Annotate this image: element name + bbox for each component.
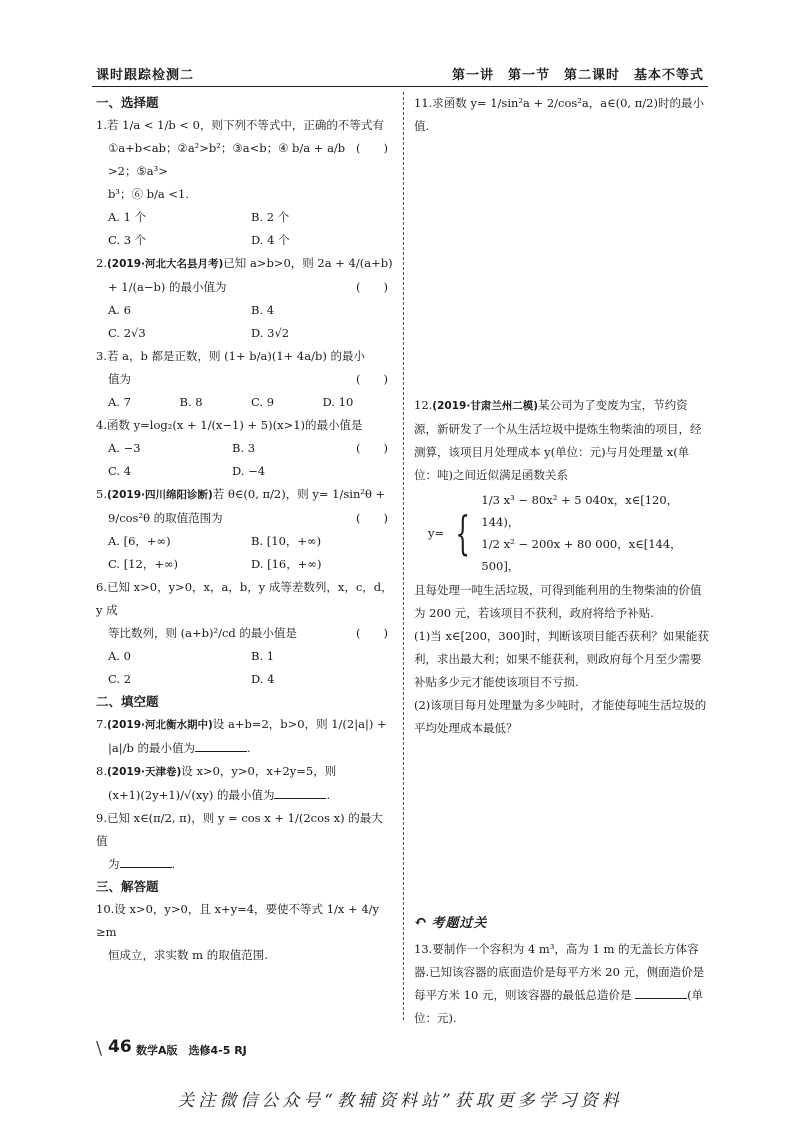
- q8-line2: (x+1)(2y+1)/√(xy) 的最小值为: [108, 788, 275, 802]
- q12-case-2: 1/2 x² − 200x + 80 000，x∈[144，500]，: [481, 537, 682, 573]
- q10-stem: 10.设 x>0，y>0，且 x+y=4，要使不等式 1/x + 4/y ≥m: [96, 902, 380, 939]
- question-7: 7.(2019·河北衡水期中)设 a+b=2，b>0，则 1/(2|a|) + |a|/b 的最小值为 .: [96, 717, 387, 755]
- question-1: [96, 114, 394, 252]
- q3-option-a: A. 7: [108, 395, 131, 409]
- q12-part-2: (2)该项目每月处理量为多少吨时，才能使每吨生活垃圾的平均处理成本最低？: [414, 698, 707, 735]
- page-number: 46: [108, 1037, 132, 1057]
- q10-line2: 恒成立，求实数 m 的取值范围.: [108, 948, 268, 962]
- q4-option-c: C. 4: [108, 464, 132, 478]
- question-13: [414, 938, 710, 1030]
- q12-case-1: 1/3 x³ − 80x² + 5 040x，x∈[120，144)，: [481, 493, 679, 529]
- q11-stem: 11.求函数 y= 1/sin²a + 2/cos²a，a∈(0, π/2)时的最小值.: [414, 96, 704, 133]
- q2-option-c: C. 2√3: [108, 326, 146, 340]
- q1-option-a: A. 1 个: [108, 210, 147, 224]
- q9-stem: 9.已知 x∈(π/2, π)，则 y = cos x + 1/(2cos x) 的最大值: [96, 811, 383, 848]
- q13-tail: (单位：元).: [414, 988, 704, 1025]
- exam-pass-title: 考题过关: [431, 916, 488, 931]
- q12-part-1: (1)当 x∈[200，300]时，判断该项目能否获利？如果能获利，求出最大利；如果不能获利，则政府每个月至少需要补贴多少元才能使该项目不亏损.: [414, 629, 709, 689]
- q2-source: (2019·河北大名县月考): [106, 258, 224, 270]
- q6-option-c: C. 2: [108, 672, 132, 686]
- q12-piecewise-function: [414, 489, 710, 577]
- q1-line3: b³；⑥ b/a <1.: [108, 187, 189, 201]
- question-4: [96, 414, 394, 483]
- q5-options: [96, 530, 394, 576]
- q8-source: (2019·天津卷): [106, 766, 182, 778]
- q5-answer-paren: ( ): [356, 511, 388, 525]
- question-9: 9.已知 x∈(π/2, π)，则 y = cos x + 1/(2cos x) 的最大值 为 .: [96, 807, 394, 876]
- q12-source: (2019·甘肃兰州二模): [432, 400, 539, 412]
- q7-source: (2019·河北衡水期中): [106, 719, 213, 731]
- question-11: [414, 92, 710, 138]
- q12-condition: 且每处理一吨生活垃圾，可得到能利用的生物柴油的价值为 200 元，若该项目不获利，政府将给予补贴.: [414, 583, 702, 620]
- right-column: [414, 92, 710, 740]
- question-12: 12.(2019·甘肃兰州二模)某公司为了变废为宝，节约资源，新研发了一个从生活垃圾中提炼生物柴油的项目，经测算，该项目月处理成本 y(单位：元)与月处理量 x(单位：吨)之间近似满足函数关系 y= { 1/3 x³ − 80x² + 5 040x，x∈[120，144)， 1/2 x² − 200x + 80 000，x∈[144，500]， 且每处理一吨生活垃圾，可得到能利用的生物柴油的价值为 200 元，若该项目不获利，政府将给予补贴. (1)当 x∈[200，300]时，判断该项目能否获利？如果能获利，求出最大利；如果不能获利，则政府每个月至少需要补贴多少元才能使该项目不亏损. (2)该项目每月处理量为多少吨时，才能使每吨生活垃圾的平均处理成本最低？: [414, 394, 710, 740]
- left-column: [96, 92, 394, 967]
- q6-option-b: B. 1: [251, 649, 275, 663]
- q5-stem: 若 θ∈(0, π/2)，则 y= 1/sin²θ +: [212, 487, 386, 501]
- q2-stem: 已知 a>b>0，则 2a + 4/(a+b): [223, 256, 393, 270]
- footer-slash-icon: \: [96, 1038, 103, 1059]
- q5-option-c: C. [12，+∞): [108, 557, 179, 571]
- q3-option-d: D. 10: [322, 395, 354, 409]
- q4-option-d: D. −4: [232, 464, 266, 478]
- q1-option-d: D. 4 个: [251, 233, 290, 247]
- q2-option-b: B. 4: [251, 303, 275, 317]
- q1-line2: ①a+b<ab；②a²>b²；③a<b；④ b/a + a/b >2；⑤a³>: [108, 141, 346, 178]
- q1-option-b: B. 2 个: [251, 210, 290, 224]
- q2-line2: + 1/(a−b) 的最小值为: [108, 280, 227, 294]
- q5-source: (2019·四川绵阳诊断): [106, 489, 213, 501]
- q3-stem: 3.若 a，b 都是正数，则 (1+ b/a)(1+ 4a/b) 的最小: [96, 349, 365, 363]
- question-10: [96, 898, 394, 967]
- q1-options: [96, 206, 394, 252]
- q3-answer-paren: ( ): [356, 372, 388, 386]
- brace-icon: {: [455, 506, 471, 560]
- header-rule: [92, 86, 708, 87]
- question-5: 5.(2019·四川绵阳诊断)若 θ∈(0, π/2)，则 y= 1/sin²θ + 9/cos²θ 的取值范围为 ( ) A. [6，+∞) B. [10，+∞) C. [12，+∞) D. [16，+∞): [96, 483, 394, 576]
- q3-option-b: B. 8: [179, 395, 203, 409]
- q6-answer-paren: ( ): [356, 626, 388, 640]
- column-divider: [403, 92, 404, 1020]
- q1-stem: 1.若 1/a < 1/b < 0，则下列不等式中，正确的不等式有: [96, 118, 384, 132]
- header-right-title: 第一讲 第一节 第二课时 基本不等式: [451, 68, 704, 83]
- question-6: [96, 576, 394, 691]
- section-solve: 三、解答题: [96, 879, 159, 894]
- q2-answer-paren: ( ): [356, 280, 388, 294]
- footer-book-title: 数学A版 选修4-5 RJ: [136, 1044, 247, 1057]
- q6-option-d: D. 4: [251, 672, 275, 686]
- q2-options: [96, 299, 394, 345]
- q3-line2: 值为: [108, 372, 131, 386]
- exam-pass-banner: [414, 912, 487, 931]
- q5-option-a: A. [6，+∞): [108, 534, 171, 548]
- q12-y-label: y=: [428, 525, 445, 540]
- q5-line2: 9/cos²θ 的取值范围为: [108, 511, 223, 525]
- question-2: 2.(2019·河北大名县月考)已知 a>b>0，则 2a + 4/(a+b) + 1/(a−b) 的最小值为 ( ) A. 6 B. 4 C. 2√3 D. 3√2: [96, 252, 394, 345]
- q13-text: 13.要制作一个容积为 4 m³，高为 1 m 的无盖长方体容器.已知该容器的底面造价是每平方米 20 元，侧面造价是每平方米 10 元，则该容器的最低总造价是: [414, 942, 705, 1002]
- q12-intro: 某公司为了变废为宝，节约资源，新研发了一个从生活垃圾中提炼生物柴油的项目，经测算，该项目月处理成本 y(单位：元)与月处理量 x(单位：吨)之间近似满足函数关系: [414, 398, 702, 482]
- q3-options: [96, 391, 394, 414]
- q4-option-b: B. 3: [232, 441, 256, 455]
- section-choice: 一、选择题: [96, 95, 159, 110]
- curved-arrow-icon: ↶: [414, 912, 428, 931]
- q13-answer-blank[interactable]: [635, 986, 687, 999]
- q4-answer-paren: ( ): [356, 441, 388, 455]
- q9-answer-blank[interactable]: [120, 855, 172, 868]
- q7-line2: |a|/b 的最小值为: [108, 741, 195, 755]
- q3-option-c: C. 9: [251, 395, 275, 409]
- q6-option-a: A. 0: [108, 649, 131, 663]
- q7-stem: 设 a+b=2，b>0，则 1/(2|a|) +: [212, 717, 387, 731]
- q4-options: [96, 437, 356, 483]
- q11-answer-space[interactable]: [414, 138, 710, 394]
- q8-answer-blank[interactable]: [274, 786, 326, 799]
- q9-line2: 为: [108, 857, 120, 871]
- q2-option-a: A. 6: [108, 303, 131, 317]
- q2-option-d: D. 3√2: [251, 326, 290, 340]
- q6-stem: 6.已知 x>0，y>0，x，a，b，y 成等差数列，x，c，d，y 成: [96, 580, 393, 617]
- q5-option-d: D. [16，+∞): [251, 557, 322, 571]
- question-3: [96, 345, 394, 414]
- section-fill-blank: 二、填空题: [96, 694, 159, 709]
- q4-option-a: A. −3: [108, 441, 141, 455]
- watermark-text: 关注微信公众号“教辅资料站”获取更多学习资料: [177, 1091, 623, 1111]
- q5-option-b: B. [10，+∞): [251, 534, 322, 548]
- header-left-title: 课时跟踪检测二: [96, 68, 195, 83]
- q6-options: [96, 645, 394, 691]
- q1-option-c: C. 3 个: [108, 233, 147, 247]
- q7-answer-blank[interactable]: [195, 739, 247, 752]
- q4-stem: 4.函数 y=log₂(x + 1/(x−1) + 5)(x>1)的最小值是: [96, 418, 363, 432]
- question-8: 8.(2019·天津卷)设 x>0，y>0，x+2y=5，则 (x+1)(2y+1)/√(xy) 的最小值为 .: [96, 764, 337, 802]
- q6-line2: 等比数列，则 (a+b)²/cd 的最小值是: [108, 626, 297, 640]
- q8-stem: 设 x>0，y>0，x+2y=5，则: [181, 764, 337, 778]
- q1-answer-paren: ( ): [356, 141, 388, 155]
